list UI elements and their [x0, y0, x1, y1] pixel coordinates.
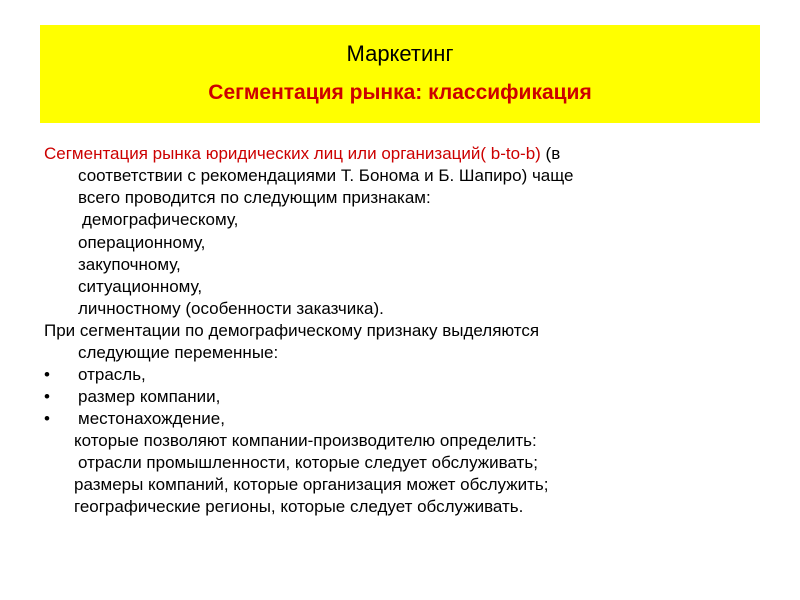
demographic-line-2: следующие переменные: — [78, 343, 279, 362]
criterion-item: ситуационному, — [78, 277, 203, 296]
intro-line-3: всего проводится по следующим признакам: — [78, 188, 431, 207]
variable-item: размер компании, — [78, 387, 221, 406]
criterion-item: личностному (особенности заказчика). — [78, 299, 384, 318]
closing-line: отрасли промышленности, которые следует обслуживать; — [78, 453, 538, 472]
intro-highlight: Сегментация рынка юридических лиц или организаций( b-to-b) — [44, 144, 541, 163]
variable-item: отрасль, — [78, 365, 146, 384]
bullet-icon: • — [44, 387, 50, 406]
closing-line: которые позволяют компании-производителю определить: — [74, 431, 537, 450]
criterion-item: операционному, — [78, 233, 206, 252]
slide-subtitle: Сегментация рынка: классификация — [208, 81, 592, 104]
intro-line-1-rest: (в — [540, 144, 561, 163]
closing-line: географические регионы, которые следует обслуживать. — [74, 497, 524, 516]
criterion-item: демографическому, — [82, 210, 239, 229]
demographic-line-1: При сегментации по демографическому признаку выделяются — [44, 321, 540, 340]
variable-item: местонахождение, — [78, 409, 225, 428]
closing-line: размеры компаний, которые организация может обслужить; — [74, 475, 549, 494]
intro-line-1 — [44, 144, 560, 164]
criterion-item: закупочному, — [78, 255, 181, 274]
intro-line-2: соответствии с рекомендациями Т. Бонома и Б. Шапиро) чаще — [78, 166, 574, 185]
slide-title: Маркетинг — [346, 41, 454, 66]
bullet-icon: • — [44, 365, 50, 384]
bullet-icon: • — [44, 409, 50, 428]
